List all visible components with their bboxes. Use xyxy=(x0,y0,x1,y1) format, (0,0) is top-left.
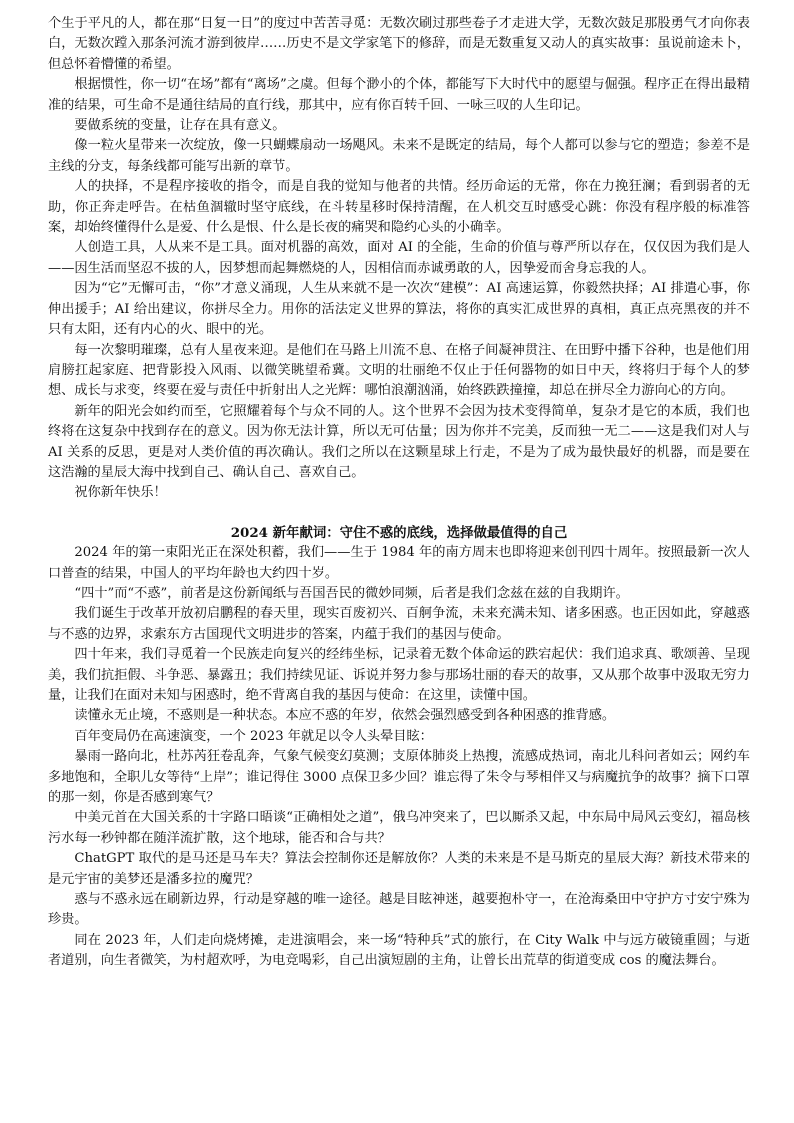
paragraph: 我们诞生于改革开放初启鹏程的春天里，现实百废初兴、百舸争流，未来充满未知、诸多困惑。也正因如此，穿越惑与不惑的边界，求索东方古国现代文明进步的答案，内蕴于我们的基因与使命。 xyxy=(48,606,750,642)
section-title: 2024 新年献词：守住不惑的底线，选择做最值得的自己 xyxy=(230,524,568,541)
paragraph: ChatGPT 取代的是马还是马车夫？算法会控制你还是解放你？人类的未来是不是马斯克的星辰大海？新技术带来的是元宇宙的美梦还是潘多拉的魔咒？ xyxy=(48,851,750,887)
paragraph: 2024 年的第一束阳光正在深处积蓄，我们——生于 1984 年的南方周末也即将迎来创刊四十周年。按照最新一次人口普查的结果，中国人的平均年龄也大约四十岁。 xyxy=(48,545,750,581)
paragraph: 因为“它”无懈可击，“你”才意义涌现，人生从来就不是一次次“建模”：AI 高速运算，你毅然抉择；AI 排遣心事，你伸出援手；AI 给出建议，你拼尽全力。用你的活法定义世界的算法，将你的真实汇成世界的真相，真正点亮黑夜的并不只有太阳，还有内心的火、眼中的光。 xyxy=(48,281,750,338)
paragraph: 根据惯性，你一切“在场”都有“离场”之虞。但每个渺小的个体，都能写下大时代中的愿望与倔强。程序正在得出最精准的结果，可生命不是通往结局的直行线，那其中，应有你百转千回、一咏三叹的人生印记。 xyxy=(48,77,750,113)
paragraph: 读懂永无止境，不惑则是一种状态。本应不惑的年岁，依然会强烈感受到各种困惑的推背感。 xyxy=(74,708,616,724)
paragraph: 个生于平凡的人，都在那“日复一日”的度过中苦苦寻觅：无数次刷过那些卷子才走进大学，无数次鼓足那股勇气才向你表白，无数次蹚入那条河流才游到彼岸……历史不是文学家笔下的修辞，而是无数重复又动人的真实故事：虽说前途未卜，但总怀着懵懂的希望。 xyxy=(48,16,750,72)
paragraph: 四十年来，我们寻觅着一个民族走向复兴的经纬坐标，记录着无数个体命运的跌宕起伏：我们追求真、歌颂善、呈现美，我们抗拒假、斗争恶、暴露丑；我们持续见证、诉说并努力参与那场壮丽的春天的故事，又从那个故事中汲取无穷力量，让我们在面对未知与困惑时，绝不背离自我的基因与使命：在这里，读懂中国。 xyxy=(48,647,750,703)
paragraph: 同在 2023 年，人们走向烧烤摊，走进演唱会，来一场“特种兵”式的旅行，在 City Walk 中与远方破镜重圆；与逝者道别，向生者微笑，为村超欢呼，为电竞喝彩，自己出演短剧的主角，让曾长出荒草的街道变成 cos 的魔法舞台。 xyxy=(48,932,750,969)
closing-greeting: 祝你新年快乐！ xyxy=(74,485,167,501)
paragraph: 人创造工具，人从来不是工具。面对机器的高效，面对 AI 的全能，生命的价值与尊严所以存在，仅仅因为我们是人——因生活而坚忍不拔的人，因梦想而起舞燃烧的人，因相信而赤诚勇敢的人，因挚爱而舍身忘我的人。 xyxy=(48,240,750,276)
paragraph: 每一次黎明璀璨，总有人星夜来迎。是他们在马路上川流不息、在格子间凝神贯注、在田野中播下谷种，也是他们用肩膀扛起家庭、把背影投入风雨、以微笑眺望希冀。文明的壮丽绝不仅止于任何器物的如日中天，终将归于每个人的梦想、成长与求变，终要在爱与责任中折射出人之光辉：哪怕浪潮汹涌，始终跌跌撞撞，却总在拼尽全力游向心的方向。 xyxy=(48,342,750,399)
paragraph: 人的抉择，不是程序接收的指令，而是自我的觉知与他者的共情。经历命运的无常，你在力挽狂澜；看到弱者的无助，你正奔走呼告。在枯鱼涸辙时坚守底线，在斗转星移时保持清醒，在人机交互时感受心跳：你没有程序般的标准答案，却始终懂得什么是爱、什么是恨、什么是长夜的痛哭和隐约心头的小确幸。 xyxy=(48,179,750,236)
paragraph: 像一粒火星带来一次绽放，像一只蝴蝶扇动一场飓风。未来不是既定的结局，每个人都可以参与它的塑造；参差不是主线的分支，每条线都可能写出新的章节。 xyxy=(48,138,750,174)
paragraph: 惑与不惑永远在刷新边界，行动是穿越的唯一途径。越是目眩神迷，越要抱朴守一，在沧海桑田中守护方寸安宁殊为珍贵。 xyxy=(48,892,750,928)
article-page xyxy=(48,14,750,972)
paragraph: 新年的阳光会如约而至，它照耀着每个与众不同的人。这个世界不会因为技术变得简单，复杂才是它的本质，我们也终将在这复杂中找到存在的意义。因为你无法计算，所以无可估量；因为你并不完美，反而独一无二——这是我们对人与 AI 关系的反思，更是对人类价值的再次确认。我们之所以在这颗星球上行走，不是为了成为最快最好的机器，而是要在这浩瀚的星辰大海中找到自己、确认自己、喜欢自己。 xyxy=(48,403,750,480)
paragraph: 百年变局仍在高速演变，一个 2023 年就足以令人头晕目眩： xyxy=(74,728,433,744)
paragraph: 要做系统的变量，让存在具有意义。 xyxy=(74,118,286,134)
paragraph: 中美元首在大国关系的十字路口晤谈“正确相处之道”，俄乌冲突来了，巴以厮杀又起，中东局中局风云变幻，福岛核污水每一秒钟都在随洋流扩散，这个地球，能否和合与共？ xyxy=(48,810,750,846)
paragraph: 暴雨一路向北，杜苏芮狂卷乱奔，气象气候变幻莫测；支原体肺炎上热搜，流感成热词，南北儿科问者如云；网约车多地饱和，全职儿女等待“上岸”；谁记得住 3000 点保卫多少回？谁忘得了朱令与琴相伴又与病魔抗争的故事？摘下口罩的那一刻，你是否感到寒气？ xyxy=(48,749,750,806)
paragraph: “四十”而“不惑”，前者是这份新闻纸与吾国吾民的微妙同频，后者是我们念兹在兹的自我期许。 xyxy=(74,585,629,601)
